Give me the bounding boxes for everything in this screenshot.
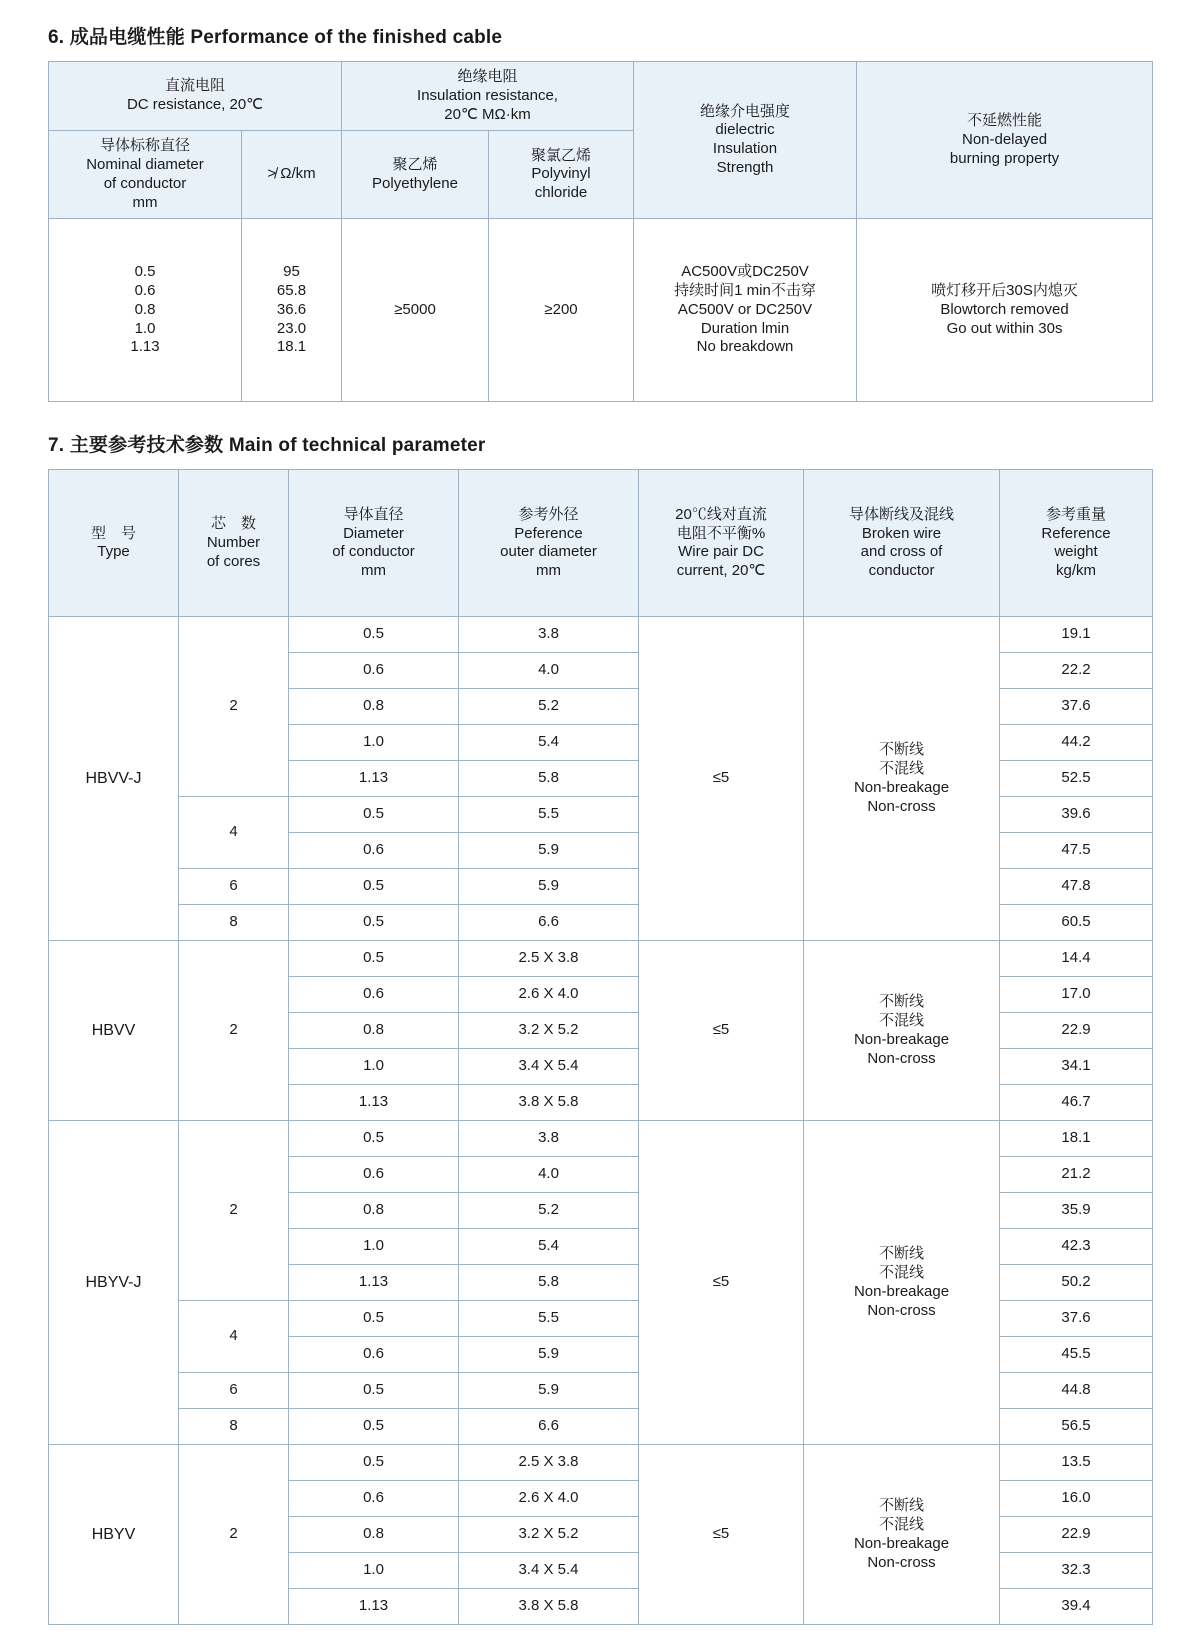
diameter-value: 1.0: [134, 319, 156, 337]
header-broken-wire-en2: and cross of: [860, 543, 943, 561]
broken-wire-cn1: 不断线: [878, 1497, 924, 1515]
cell-weight: 50.2: [1000, 1265, 1153, 1301]
header-dc-resistance-en: DC resistance, 20℃: [126, 96, 264, 114]
table-row: [49, 1445, 1153, 1481]
cell-conductor-diameter: 0.8: [289, 1193, 459, 1229]
cell-type: HBVV: [49, 941, 179, 1121]
header-cores-cn: 芯 数: [210, 515, 256, 533]
cell-outer-diameter: 4.0: [459, 1157, 639, 1193]
cell-weight: 39.4: [1000, 1589, 1153, 1625]
section-7-title: [48, 430, 1152, 457]
table-row: [49, 1121, 1153, 1157]
header-pvc-cn: 聚氯乙烯: [531, 146, 592, 164]
cell-cores: 6: [179, 869, 289, 905]
cell-burning-notes: [857, 219, 1153, 402]
cell-conductor-diameter: 0.5: [289, 1301, 459, 1337]
cell-cores: 2: [179, 941, 289, 1121]
table-row: [49, 617, 1153, 653]
cell-weight: 22.9: [1000, 1517, 1153, 1553]
cell-weight: 47.5: [1000, 833, 1153, 869]
table2-header-row: [49, 470, 1153, 617]
cell-weight: 34.1: [1000, 1049, 1153, 1085]
section-7-number: 7.: [48, 435, 65, 457]
diameter-value: 0.6: [134, 282, 156, 300]
header-dielectric-en: dielectric: [715, 121, 775, 139]
header-insulation-resistance: [342, 62, 634, 131]
cell-conductor-diameter: 0.6: [289, 1481, 459, 1517]
section-7-title-en: Main of technical parameter: [228, 435, 486, 457]
cell-weight: 37.6: [1000, 1301, 1153, 1337]
cell-ohm-values: [242, 219, 342, 402]
cell-conductor-diameter: 0.8: [289, 1013, 459, 1049]
broken-wire-en2: Non-cross: [867, 1301, 936, 1319]
cell-unbalance: ≤5: [639, 941, 804, 1121]
cell-conductor-diameter: 0.5: [289, 797, 459, 833]
header-conductor-diameter: [289, 470, 459, 617]
cell-weight: 18.1: [1000, 1121, 1153, 1157]
finished-cable-performance-table: [48, 61, 1153, 402]
cell-broken-wire: [804, 617, 1000, 941]
header-polyethylene: [342, 131, 489, 219]
cell-conductor-diameter: 1.0: [289, 1553, 459, 1589]
header-dielectric-en3: Strength: [716, 158, 774, 176]
header-dielectric-en2: Insulation: [712, 140, 778, 158]
header-cores: [179, 470, 289, 617]
cell-cores: 2: [179, 1445, 289, 1625]
header-polyethylene-en: Polyethylene: [372, 174, 458, 192]
cell-type: HBYV: [49, 1445, 179, 1625]
ohm-value: 23.0: [276, 319, 307, 337]
cell-cores: 4: [179, 1301, 289, 1373]
cell-conductor-diameter: 0.6: [289, 1157, 459, 1193]
header-weight-cn: 参考重量: [1045, 505, 1106, 523]
header-conductor-diameter-unit: mm: [361, 562, 386, 579]
cell-cores: 6: [179, 1373, 289, 1409]
header-insulation-resistance-en2: 20℃ MΩ·km: [444, 105, 531, 123]
header-cores-en: Number: [206, 533, 261, 551]
cell-weight: 13.5: [1000, 1445, 1153, 1481]
header-weight: [1000, 470, 1153, 617]
header-insulation-resistance-en: Insulation resistance,: [417, 86, 558, 104]
cell-outer-diameter: 5.2: [459, 1193, 639, 1229]
cell-conductor-diameter: 0.5: [289, 941, 459, 977]
cell-broken-wire: [804, 1445, 1000, 1625]
cell-outer-diameter: 5.2: [459, 689, 639, 725]
section-6-title-en: Performance of the finished cable: [190, 27, 503, 48]
section-6-number: 6.: [48, 27, 65, 48]
cell-cores: 4: [179, 797, 289, 869]
cell-weight: 19.1: [1000, 617, 1153, 653]
header-unbalance-cn: 20℃线对直流: [675, 505, 767, 523]
cell-outer-diameter: 5.5: [459, 797, 639, 833]
cell-weight: 22.2: [1000, 653, 1153, 689]
cell-outer-diameter: 2.6 X 4.0: [459, 1481, 639, 1517]
diameter-value: 1.13: [130, 338, 160, 356]
cell-type: HBVV-J: [49, 617, 179, 941]
cell-outer-diameter: 4.0: [459, 653, 639, 689]
cell-conductor-diameter: 0.5: [289, 1373, 459, 1409]
cell-outer-diameter: 3.4 X 5.4: [459, 1049, 639, 1085]
cell-outer-diameter: 5.8: [459, 761, 639, 797]
broken-wire-en2: Non-cross: [867, 1553, 936, 1571]
cell-outer-diameter: 5.5: [459, 1301, 639, 1337]
cell-outer-diameter: 2.5 X 3.8: [459, 941, 639, 977]
cell-weight: 17.0: [1000, 977, 1153, 1013]
cell-weight: 52.5: [1000, 761, 1153, 797]
cell-conductor-diameter: 1.0: [289, 1229, 459, 1265]
header-broken-wire: [804, 470, 1000, 617]
cell-type: HBYV-J: [49, 1121, 179, 1445]
header-ohm-per-km: ≯ Ω/km: [242, 131, 342, 219]
cell-weight: 44.8: [1000, 1373, 1153, 1409]
header-dielectric-strength: [634, 62, 857, 219]
header-type: [49, 470, 179, 617]
ohm-value: 95: [283, 263, 300, 281]
cell-cores: 8: [179, 905, 289, 941]
header-insulation-resistance-cn: 绝缘电阻: [457, 68, 518, 85]
cell-broken-wire: [804, 941, 1000, 1121]
header-outer-diameter: [459, 470, 639, 617]
cell-polyethylene-value: ≥5000: [342, 219, 489, 402]
cell-outer-diameter: 6.6: [459, 1409, 639, 1445]
ohm-value: 65.8: [276, 282, 307, 300]
broken-wire-en1: Non-breakage: [853, 778, 950, 796]
cell-conductor-diameter: 1.13: [289, 1265, 459, 1301]
cell-outer-diameter: 3.2 X 5.2: [459, 1517, 639, 1553]
header-outer-diameter-unit: mm: [536, 562, 561, 579]
broken-wire-cn2: 不混线: [878, 1264, 924, 1281]
header-outer-diameter-en: Peference: [514, 524, 583, 542]
cell-outer-diameter: 5.4: [459, 725, 639, 761]
header-outer-diameter-en2: outer diameter: [500, 543, 597, 561]
cell-cores: 2: [179, 617, 289, 797]
header-nominal-diameter-en: Nominal diameter: [86, 156, 204, 173]
cell-unbalance: ≤5: [639, 1121, 804, 1445]
header-conductor-diameter-en2: of conductor: [332, 543, 415, 561]
header-type-cn: 型 号: [90, 524, 136, 542]
table-header-row: [49, 62, 1153, 131]
cell-pvc-value: ≥200: [489, 219, 634, 402]
burning-note-line: 喷灯移开后30S内熄灭: [931, 282, 1078, 300]
cell-conductor-diameter: 0.5: [289, 1445, 459, 1481]
cell-cores: 8: [179, 1409, 289, 1445]
broken-wire-cn2: 不混线: [878, 760, 924, 777]
technical-parameter-table: [48, 469, 1153, 1625]
cell-outer-diameter: 3.8 X 5.8: [459, 1085, 639, 1121]
cell-weight: 37.6: [1000, 689, 1153, 725]
broken-wire-cn1: 不断线: [878, 1245, 924, 1263]
cell-conductor-diameter: 1.13: [289, 761, 459, 797]
header-type-en: Type: [97, 543, 130, 561]
broken-wire-en1: Non-breakage: [853, 1030, 950, 1048]
cell-weight: 56.5: [1000, 1409, 1153, 1445]
cell-unbalance: ≤5: [639, 617, 804, 941]
cell-weight: 39.6: [1000, 797, 1153, 833]
cell-weight: 47.8: [1000, 869, 1153, 905]
header-pvc: [489, 131, 634, 219]
cell-weight: 32.3: [1000, 1553, 1153, 1589]
broken-wire-cn2: 不混线: [878, 1012, 924, 1029]
cell-weight: 42.3: [1000, 1229, 1153, 1265]
cell-conductor-diameter: 1.13: [289, 1589, 459, 1625]
cell-conductor-diameter: 0.6: [289, 833, 459, 869]
cell-weight: 45.5: [1000, 1337, 1153, 1373]
cell-conductor-diameter: 0.8: [289, 1517, 459, 1553]
header-dc-resistance-cn: 直流电阻: [164, 77, 225, 95]
header-conductor-diameter-cn: 导体直径: [343, 505, 404, 523]
cell-outer-diameter: 6.6: [459, 905, 639, 941]
cell-conductor-diameter: 0.5: [289, 869, 459, 905]
cell-outer-diameter: 3.8 X 5.8: [459, 1589, 639, 1625]
header-weight-unit: kg/km: [1055, 562, 1096, 579]
header-nominal-diameter: [49, 131, 242, 219]
cell-conductor-diameter: 0.6: [289, 977, 459, 1013]
dielectric-note-line: AC500V或DC250V: [681, 263, 809, 281]
cell-conductor-diameter: 0.5: [289, 905, 459, 941]
cell-conductor-diameter: 0.5: [289, 617, 459, 653]
header-dc-resistance: [49, 62, 342, 131]
header-weight-en2: weight: [1054, 543, 1098, 561]
section-6-title: [48, 22, 1152, 49]
burning-note-line: Blowtorch removed: [940, 300, 1069, 318]
burning-note-line: Go out within 30s: [946, 319, 1063, 337]
cell-nominal-diameters: [49, 219, 242, 402]
cell-conductor-diameter: 0.5: [289, 1121, 459, 1157]
header-burning-en: Non-delayed: [961, 130, 1048, 148]
header-unbalance-en2: current, 20℃: [676, 562, 766, 579]
cell-outer-diameter: 2.5 X 3.8: [459, 1445, 639, 1481]
broken-wire-cn1: 不断线: [878, 993, 924, 1011]
cell-conductor-diameter: 0.6: [289, 653, 459, 689]
broken-wire-cn1: 不断线: [878, 741, 924, 759]
cell-weight: 46.7: [1000, 1085, 1153, 1121]
header-pvc-en2: chloride: [534, 184, 588, 202]
cell-weight: 14.4: [1000, 941, 1153, 977]
header-nominal-diameter-cn: 导体标称直径: [99, 137, 190, 155]
ohm-value: 18.1: [276, 338, 307, 356]
broken-wire-cn2: 不混线: [878, 1516, 924, 1533]
header-unbalance-en: Wire pair DC: [678, 543, 764, 561]
cell-outer-diameter: 5.9: [459, 1373, 639, 1409]
broken-wire-en2: Non-cross: [867, 797, 936, 815]
header-burning-property: [857, 62, 1153, 219]
dielectric-note-line: No breakdown: [696, 338, 794, 356]
cell-outer-diameter: 5.9: [459, 869, 639, 905]
dielectric-note-line: AC500V or DC250V: [677, 300, 813, 318]
cell-conductor-diameter: 0.8: [289, 689, 459, 725]
cell-outer-diameter: 5.4: [459, 1229, 639, 1265]
cell-outer-diameter: 3.4 X 5.4: [459, 1553, 639, 1589]
table-data-row: [49, 219, 1153, 402]
header-broken-wire-en3: conductor: [868, 562, 935, 579]
cell-outer-diameter: 3.8: [459, 617, 639, 653]
header-nominal-diameter-en2: of conductor: [103, 174, 187, 192]
header-polyethylene-cn: 聚乙烯: [392, 156, 438, 173]
cell-weight: 21.2: [1000, 1157, 1153, 1193]
cell-conductor-diameter: 1.0: [289, 1049, 459, 1085]
diameter-value: 0.8: [134, 300, 156, 318]
header-outer-diameter-cn: 参考外径: [518, 505, 579, 523]
cell-outer-diameter: 5.8: [459, 1265, 639, 1301]
broken-wire-en1: Non-breakage: [853, 1282, 950, 1300]
dielectric-note-line: Duration lmin: [700, 319, 790, 337]
header-cores-en2: of cores: [206, 552, 261, 570]
header-weight-en: Reference: [1041, 524, 1111, 542]
cell-conductor-diameter: 0.5: [289, 1409, 459, 1445]
ohm-value: 36.6: [276, 300, 307, 318]
cell-weight: 60.5: [1000, 905, 1153, 941]
cell-conductor-diameter: 1.0: [289, 725, 459, 761]
cell-outer-diameter: 2.6 X 4.0: [459, 977, 639, 1013]
header-dielectric-cn: 绝缘介电强度: [700, 102, 791, 120]
section-6-title-cn: 成品电缆性能: [69, 27, 185, 48]
dielectric-note-line: 持续时间1 min不击穿: [674, 282, 816, 300]
table-row: [49, 941, 1153, 977]
section-7-title-cn: 主要参考技术参数: [69, 435, 224, 457]
cell-broken-wire: [804, 1121, 1000, 1445]
cell-cores: 2: [179, 1121, 289, 1301]
cell-weight: 22.9: [1000, 1013, 1153, 1049]
broken-wire-en1: Non-breakage: [853, 1534, 950, 1552]
header-conductor-diameter-en: Diameter: [343, 524, 404, 542]
diameter-value: 0.5: [134, 263, 156, 281]
header-unbalance: [639, 470, 804, 617]
header-burning-cn: 不延燃性能: [967, 112, 1043, 129]
cell-weight: 44.2: [1000, 725, 1153, 761]
cell-outer-diameter: 5.9: [459, 833, 639, 869]
cell-conductor-diameter: 0.6: [289, 1337, 459, 1373]
cell-outer-diameter: 3.8: [459, 1121, 639, 1157]
cell-dielectric-notes: [634, 219, 857, 402]
cell-outer-diameter: 5.9: [459, 1337, 639, 1373]
cell-unbalance: ≤5: [639, 1445, 804, 1625]
cell-weight: 16.0: [1000, 1481, 1153, 1517]
header-nominal-diameter-unit: mm: [132, 193, 158, 211]
header-pvc-en: Polyvinyl: [531, 165, 591, 183]
header-broken-wire-cn: 导体断线及混线: [848, 505, 954, 523]
cell-outer-diameter: 3.2 X 5.2: [459, 1013, 639, 1049]
cell-weight: 35.9: [1000, 1193, 1153, 1229]
broken-wire-en2: Non-cross: [867, 1049, 936, 1067]
header-unbalance-cn2: 电阻不平衡%: [676, 524, 766, 542]
cell-conductor-diameter: 1.13: [289, 1085, 459, 1121]
header-burning-en2: burning property: [949, 149, 1060, 167]
header-broken-wire-en: Broken wire: [861, 524, 942, 542]
